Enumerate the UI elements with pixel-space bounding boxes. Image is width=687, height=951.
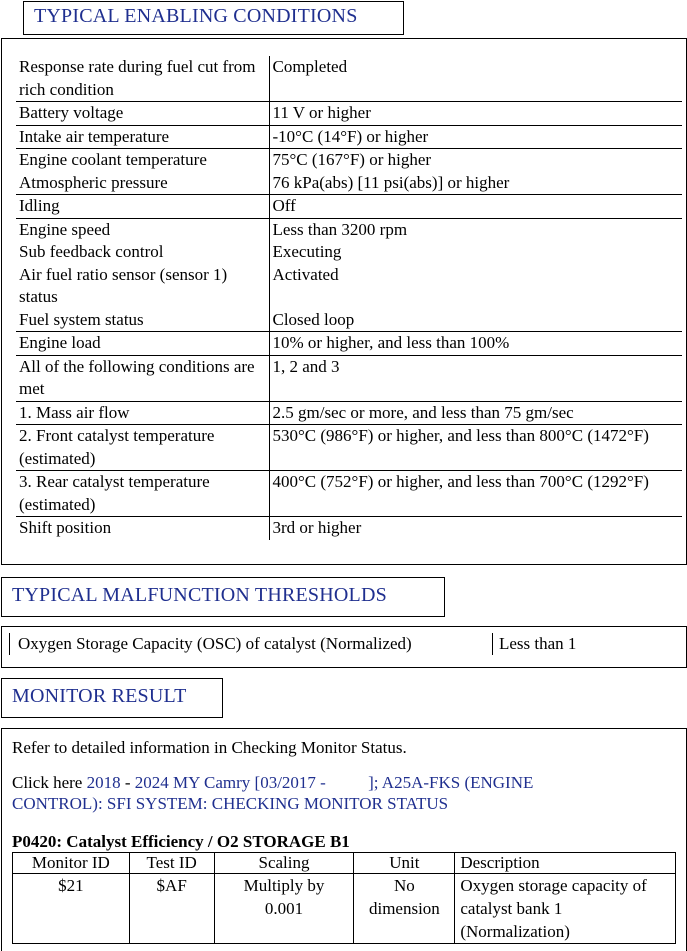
condition-label: Engine coolant temperature — [19, 150, 207, 169]
table-row — [16, 425, 682, 471]
table-row — [16, 401, 682, 425]
threshold-label: Oxygen Storage Capacity (OSC) of catalyst (Normalized) — [10, 633, 493, 655]
condition-label: Engine speed — [19, 219, 111, 239]
threshold-value: Less than 1 — [493, 633, 577, 655]
condition-label: Battery voltage — [16, 102, 269, 126]
enabling-conditions-table — [16, 56, 682, 540]
condition-label: Air fuel ratio sensor (sensor 1) status — [19, 264, 228, 306]
table-row — [16, 56, 682, 102]
condition-value: 3rd or higher — [269, 517, 682, 540]
monitor-link-paragraph — [12, 772, 672, 814]
link-dash: - — [120, 773, 135, 792]
table-row — [16, 471, 682, 517]
condition-value: Executing — [269, 241, 682, 264]
malfunction-thresholds-table — [9, 633, 576, 655]
table-row — [16, 149, 682, 172]
condition-label: Sub feedback control — [19, 242, 164, 261]
condition-label: 3. Rear catalyst temperature (estimated) — [16, 471, 269, 517]
monitor-result-panel — [1, 728, 687, 951]
monitor-table-title: P0420: Catalyst Efficiency / O2 STORAGE B1 — [12, 832, 350, 851]
table-row — [10, 633, 577, 655]
malfunction-thresholds-heading: TYPICAL MALFUNCTION THRESHOLDS — [1, 577, 445, 617]
monitor-status-link[interactable]: MY Camry [03/2017 - — [168, 773, 331, 792]
table-row — [16, 517, 682, 540]
monitor-result-table — [12, 852, 676, 944]
monitor-status-link-end[interactable]: ]; A25A-FKS (ENGINE — [368, 773, 534, 792]
condition-label: Shift position — [19, 518, 112, 537]
table-row — [16, 172, 682, 195]
condition-label: 1. Mass air flow — [16, 401, 269, 425]
cell-test-id: $AF — [129, 874, 214, 944]
table-row — [16, 218, 682, 241]
table-row — [16, 264, 682, 309]
condition-value: 1, 2 and 3 — [269, 355, 682, 401]
condition-value: Less than 3200 rpm — [269, 218, 682, 241]
enabling-conditions-heading: TYPICAL ENABLING CONDITIONS — [23, 1, 404, 35]
condition-value: -10°C (14°F) or higher — [269, 125, 682, 149]
column-header-scaling: Scaling — [214, 853, 354, 874]
condition-label: Idling — [16, 195, 269, 219]
monitor-intro-text: Refer to detailed information in Checking Monitor Status. — [12, 738, 407, 757]
condition-value: 2.5 gm/sec or more, and less than 75 gm/sec — [269, 401, 682, 425]
condition-value: 76 kPa(abs) [11 psi(abs)] or higher — [269, 172, 682, 195]
table-row — [16, 332, 682, 356]
condition-label: All of the following conditions are met — [16, 355, 269, 401]
table-row — [16, 125, 682, 149]
cell-description: Oxygen storage capacity of catalyst bank 1 (Normalization) — [455, 874, 676, 944]
condition-value: 75°C (167°F) or higher — [269, 149, 682, 172]
table-row — [13, 874, 676, 944]
monitor-status-link-line2[interactable]: CONTROL): SFI SYSTEM: CHECKING MONITOR STATUS — [12, 794, 449, 813]
column-header-unit: Unit — [354, 853, 455, 874]
cell-unit: No dimension — [354, 874, 455, 944]
condition-value: Completed — [269, 56, 682, 102]
enabling-conditions-panel — [1, 38, 687, 565]
column-header-test-id: Test ID — [129, 853, 214, 874]
cell-monitor-id: $21 — [13, 874, 130, 944]
condition-value: Off — [269, 195, 682, 219]
cell-scaling: Multiply by 0.001 — [214, 874, 354, 944]
condition-value: Closed loop — [269, 309, 682, 332]
table-row — [16, 102, 682, 126]
monitor-status-link-year-end[interactable]: 2024 — [134, 773, 169, 792]
condition-label: Engine load — [16, 332, 269, 356]
condition-value: 530°C (986°F) or higher, and less than 800°C (1472°F) — [269, 425, 682, 471]
column-header-monitor-id: Monitor ID — [13, 853, 130, 874]
monitor-status-link-year-start[interactable]: 2018 — [86, 773, 121, 792]
monitor-result-heading: MONITOR RESULT — [1, 678, 223, 718]
condition-value: Activated — [269, 264, 682, 309]
table-row — [16, 241, 682, 264]
table-row — [16, 195, 682, 219]
table-row — [16, 309, 682, 332]
malfunction-thresholds-panel — [1, 626, 687, 668]
condition-value: 10% or higher, and less than 100% — [269, 332, 682, 356]
condition-label: Atmospheric pressure — [16, 172, 269, 195]
click-here-label: Click here — [12, 773, 83, 792]
condition-value: 400°C (752°F) or higher, and less than 700°C (1292°F) — [269, 471, 682, 517]
table-row — [16, 355, 682, 401]
condition-label: Response rate during fuel cut from rich condition — [16, 56, 269, 102]
condition-label: Fuel system status — [16, 309, 269, 332]
condition-value: 11 V or higher — [269, 102, 682, 126]
condition-label: 2. Front catalyst temperature (estimated) — [16, 425, 269, 471]
table-header-row — [13, 853, 676, 874]
column-header-description: Description — [455, 853, 676, 874]
condition-label: Intake air temperature — [16, 125, 269, 149]
